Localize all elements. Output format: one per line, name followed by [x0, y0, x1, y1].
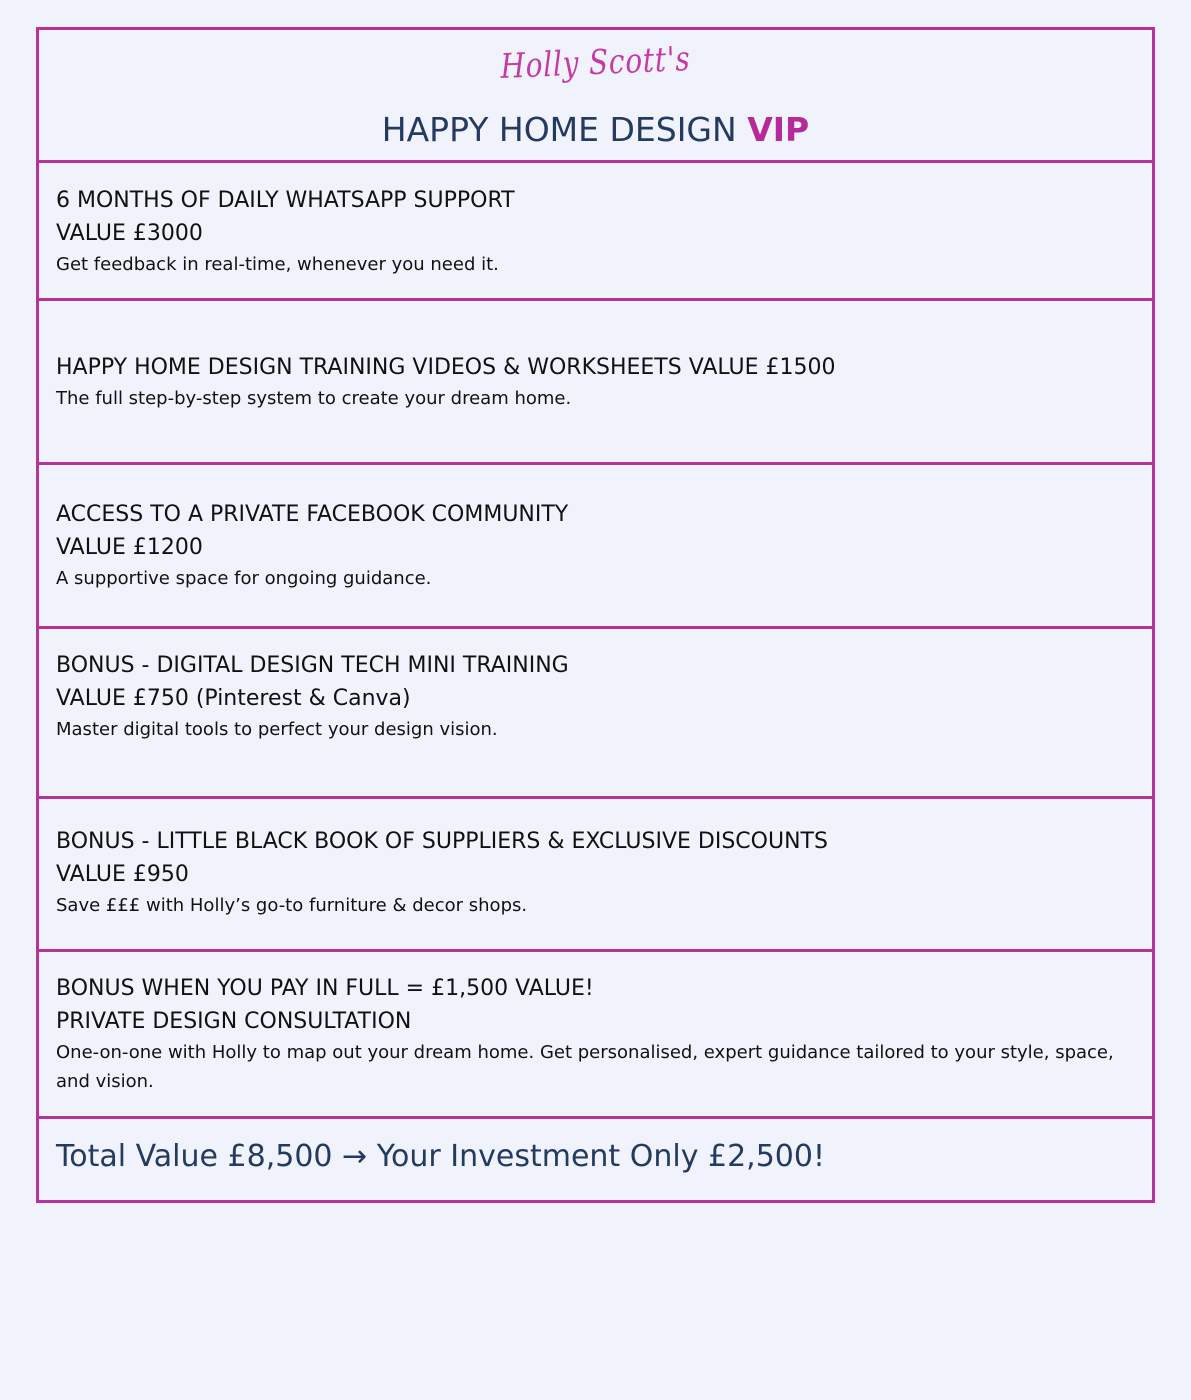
offer-item-digital-design: [39, 629, 1152, 799]
item-value: VALUE £750 (Pinterest & Canva): [56, 686, 411, 711]
signature-logo: Holly Scott's: [499, 38, 692, 88]
total-value-text: Total Value £8,500 → Your Investment Only £2,500!: [56, 1139, 825, 1174]
item-value: VALUE £1200: [56, 535, 203, 560]
offer-title: [39, 110, 1152, 149]
offer-total: [39, 1119, 1152, 1200]
item-description: Master digital tools to perfect your design vision.: [56, 719, 498, 740]
offer-title-main: HAPPY HOME DESIGN: [381, 110, 748, 149]
offer-item-whatsapp: [39, 163, 1152, 301]
item-description: The full step-by-step system to create your dream home.: [56, 388, 572, 409]
offer-item-consultation: [39, 952, 1152, 1119]
item-description: Save £££ with Holly’s go-to furniture & decor shops.: [56, 895, 528, 916]
offer-item-facebook-community: [39, 465, 1152, 629]
item-description: Get feedback in real-time, whenever you need it.: [56, 254, 499, 275]
offer-item-black-book: [39, 799, 1152, 952]
offer-header: [39, 30, 1152, 163]
item-heading: BONUS - LITTLE BLACK BOOK OF SUPPLIERS & EXCLUSIVE DISCOUNTS: [56, 829, 828, 854]
item-heading: HAPPY HOME DESIGN TRAINING VIDEOS & WORKSHEETS VALUE £1500: [56, 355, 836, 380]
item-heading: BONUS WHEN YOU PAY IN FULL = £1,500 VALUE!: [56, 976, 594, 1001]
offer-title-vip: VIP: [747, 110, 810, 149]
vip-offer-card: [36, 27, 1155, 1203]
item-heading: 6 MONTHS OF DAILY WHATSAPP SUPPORT: [56, 188, 515, 213]
item-value: PRIVATE DESIGN CONSULTATION: [56, 1009, 412, 1034]
offer-item-training-videos: [39, 301, 1152, 465]
item-heading: BONUS - DIGITAL DESIGN TECH MINI TRAINING: [56, 653, 569, 678]
item-value: VALUE £3000: [56, 221, 203, 246]
item-value: VALUE £950: [56, 862, 189, 887]
item-description: A supportive space for ongoing guidance.: [56, 568, 432, 589]
item-heading: ACCESS TO A PRIVATE FACEBOOK COMMUNITY: [56, 502, 569, 527]
item-description: One-on-one with Holly to map out your dream home. Get personalised, expert guidance tailored to your style, space, and vision.: [56, 1042, 1114, 1092]
